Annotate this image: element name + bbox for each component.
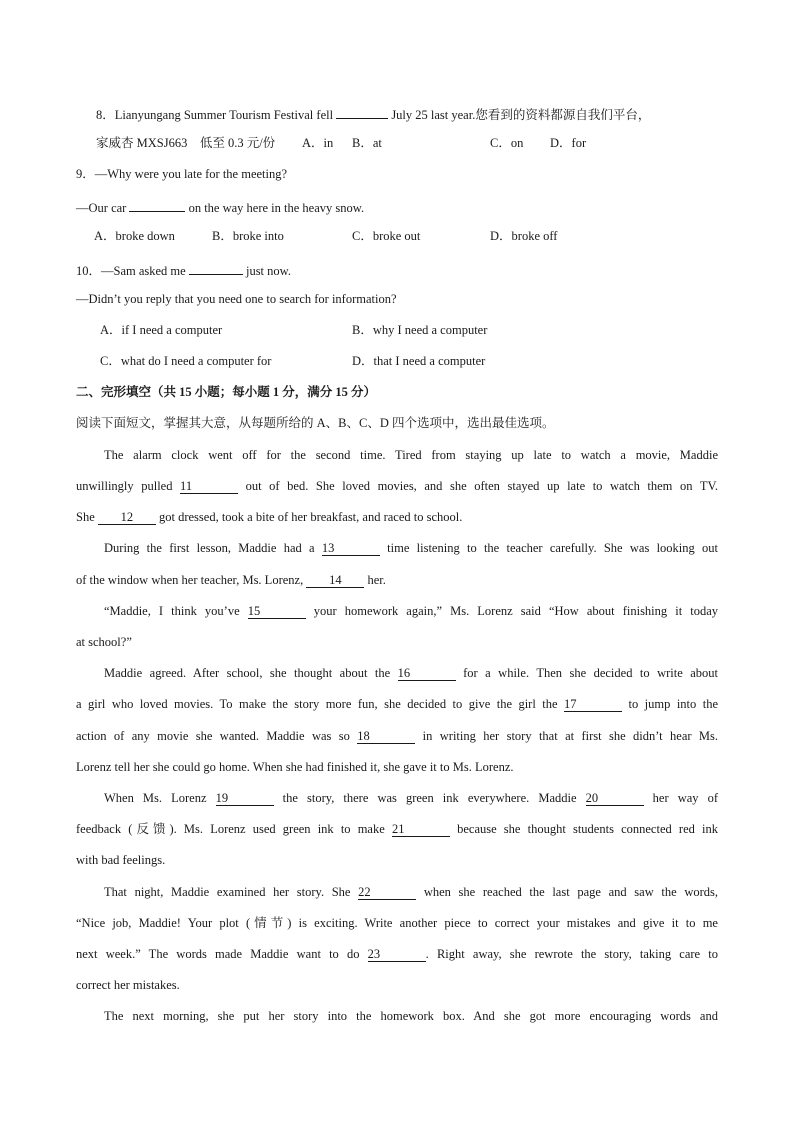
passage-text: unwillingly pulled [76,479,173,493]
passage-text: time listening to the teacher carefully. She was looking out [387,541,719,555]
passage-line-10 [76,728,718,744]
q9-blank[interactable] [129,197,185,212]
passage-text: feedback (反馈). Ms. Lorenz used green ink to make [76,822,385,836]
passage-text: for a while. Then she decided to write about [463,666,719,680]
blank-20[interactable]: 20 [586,791,644,806]
q10-option-c[interactable]: C．what do I need a computer for [100,354,272,368]
passage-line-18: correct her mistakes. [76,978,180,992]
q8-options [96,135,718,151]
section2-heading: 二、完形填空（共 15 小题；每小题 1 分，满分 15 分） [76,385,377,399]
passage-text: a girl who loved movies. To make the story more fun, she decided to give the girl the [76,697,558,711]
passage-text: got dressed, took a bite of her breakfast, and raced to school. [159,510,463,524]
watermark-text: 家威杏 MXSJ663 低至 0.3 元/份 [96,136,276,150]
passage-text: When Ms. Lorenz [104,791,207,805]
q8-stem [96,104,718,120]
q8-option-a[interactable]: A．in [302,136,334,150]
blank-16[interactable]: 16 [398,666,456,681]
passage-text: when she reached the last page and saw the words, [423,885,719,899]
q8-text-after: July 25 last year.您看到的资料都源自我们平台， [391,108,651,122]
passage-line-2 [76,478,718,494]
q10-reply: —Didn’t you reply that you need one to search for information? [76,292,397,306]
blank-14[interactable]: 14 [306,573,364,588]
q10-option-b[interactable]: B．why I need a computer [352,323,488,337]
q9-reply-after: on the way here in the heavy snow. [188,201,365,215]
q8-option-b[interactable]: B．at [352,136,382,150]
q9-stem: 9．—Why were you late for the meeting? [76,167,288,181]
passage-line-14: with bad feelings. [76,853,166,867]
q10-options-row1 [76,322,718,338]
passage-line-16: “Nice job, Maddie! Your plot (情节) is exciting. Write another piece to correct your mistakes and give it to me [76,916,718,930]
passage-line-17 [76,946,718,962]
passage-line-7: at school?” [76,635,132,649]
passage-text: action of any movie she wanted. Maddie was so [76,729,350,743]
passage-text: of the window when her teacher, Ms. Lorenz, [76,573,304,587]
passage-text: your homework again,” Ms. Lorenz said “How about finishing it today [313,604,719,618]
passage-text: her. [367,573,386,587]
blank-15[interactable]: 15 [248,604,306,619]
passage-text: “Maddie, I think you’ve [104,604,240,618]
blank-12[interactable]: 12 [98,510,156,525]
passage-text: because she thought students connected red ink [457,822,718,836]
blank-21[interactable]: 21 [392,822,450,837]
blank-19[interactable]: 19 [216,791,274,806]
q10-stem-after: just now. [245,264,291,278]
passage-text: Maddie agreed. After school, she thought about the [104,666,391,680]
q9-option-a[interactable]: A．broke down [94,229,175,243]
passage-text: out of bed. She loved movies, and she often stayed up late to watch them on TV. [245,479,719,493]
passage-line-1: The alarm clock went off for the second time. Tired from staying up late to watch a movie, Maddie [104,448,718,462]
blank-11[interactable]: 11 [180,479,238,494]
q10-stem-before: 10．—Sam asked me [76,264,186,278]
q9-reply [76,197,718,213]
q8-text-before: 8．Lianyungang Summer Tourism Festival fell [96,108,334,122]
q9-option-c[interactable]: C．broke out [352,229,421,243]
passage-line-9 [76,696,718,712]
passage-line-11: Lorenz tell her she could go home. When she had finished it, she gave it to Ms. Lorenz. [76,760,514,774]
blank-22[interactable]: 22 [358,885,416,900]
q9-option-d[interactable]: D．broke off [490,229,558,243]
passage-text: to jump into the [628,697,719,711]
passage-line-15 [104,884,718,900]
passage-text: the story, there was green ink everywhere. Maddie [282,791,577,805]
blank-13[interactable]: 13 [322,541,380,556]
blank-18[interactable]: 18 [357,729,415,744]
passage-text: . Right away, she rewrote the story, taking care to [425,947,718,961]
q9-option-b[interactable]: B．broke into [212,229,284,243]
passage-text: next week.” The words made Maddie want to do [76,947,360,961]
passage-line-13 [76,821,718,837]
passage-text: During the first lesson, Maddie had a [104,541,315,555]
q9-options [76,228,718,244]
passage-line-19: The next morning, she put her story into the homework box. And she got more encouraging words and [104,1009,718,1023]
q10-blank[interactable] [189,260,243,275]
passage-line-12 [104,790,718,806]
blank-17[interactable]: 17 [564,697,622,712]
q10-options-row2 [76,353,718,369]
passage-text: That night, Maddie examined her story. She [104,885,351,899]
q8-option-d[interactable]: D．for [550,136,587,150]
passage-text: in writing her story that at first she didn’t hear Ms. [422,729,719,743]
q10-stem [76,260,718,276]
passage-line-3 [76,509,718,525]
passage-text: She [76,510,95,524]
passage-line-4 [104,540,718,556]
q8-blank[interactable] [336,104,388,119]
q10-option-d[interactable]: D．that I need a computer [352,354,486,368]
q10-option-a[interactable]: A．if I need a computer [100,323,223,337]
section2-instruction: 阅读下面短文，掌握其大意，从每题所给的 A、B、C、D 四个选项中，选出最佳选项。 [76,416,555,430]
q8-option-c[interactable]: C．on [490,136,524,150]
passage-text: her way of [652,791,719,805]
blank-23[interactable]: 23 [368,947,426,962]
passage-line-5 [76,572,718,588]
passage-line-6 [104,603,718,619]
passage-line-8 [104,665,718,681]
q9-reply-before: —Our car [76,201,127,215]
